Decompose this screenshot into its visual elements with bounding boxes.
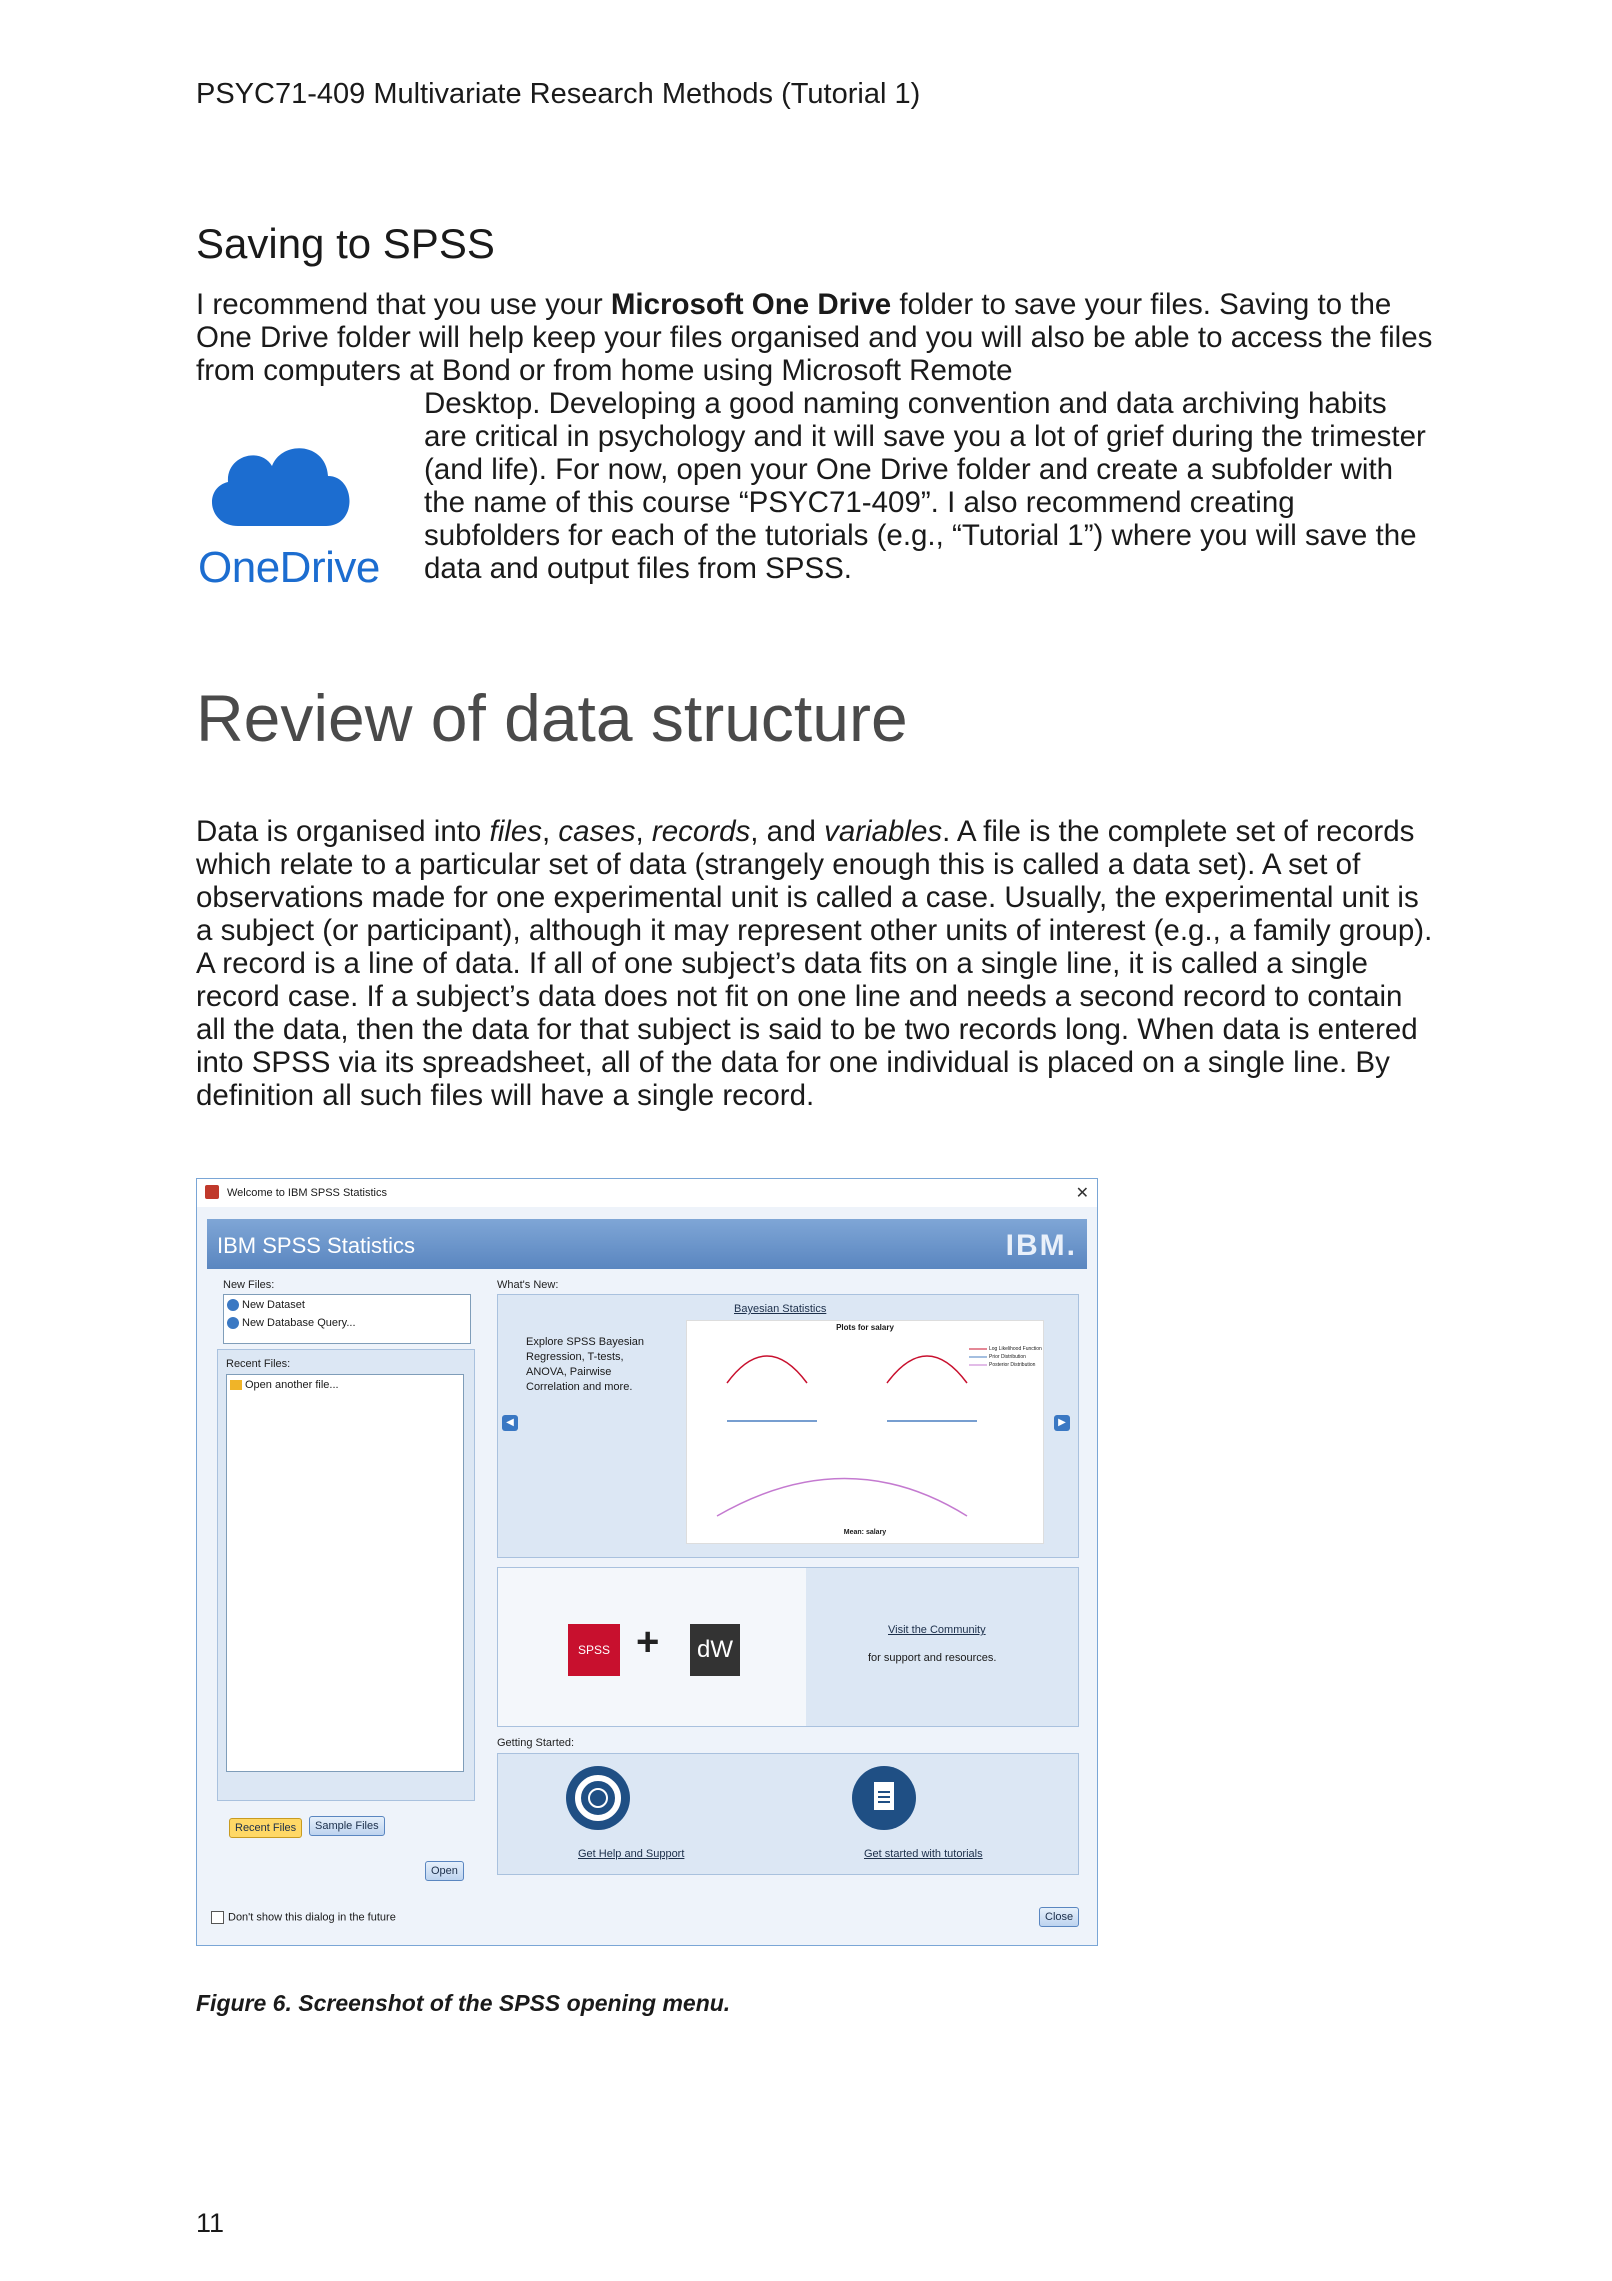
- banner-title: IBM SPSS Statistics: [217, 1233, 416, 1258]
- recent-files-list: [226, 1374, 464, 1772]
- spss-app-icon: [205, 1185, 219, 1199]
- log-likelihood-curve-left: [727, 1356, 807, 1383]
- next-arrow-icon[interactable]: ▶: [1054, 1415, 1070, 1431]
- getting-started-panel: [497, 1753, 1079, 1875]
- review-paragraph: Data is organised into files, cases, records, and variables. A file is the complete set of records which relate to a particular set of data (strangely enough this is called a data set). A set of observations made for one experimental unit is called a case. Usually, the experimental unit is a subject (or participant), although it may represent other units of interest (e.g., a family group). A record is a line of data. If all of one subject’s data fits on a single line, it is called a single record case. If a subject’s data does not fit on one line and needs a second record to contain all the data, then the data for that subject is said to be two records long. When data is entered into SPSS via its spreadsheet, all of the data for one individual is placed on a single line. By definition all such files will have a single record.: [196, 815, 1433, 1112]
- get-started-tutorials-link[interactable]: Get started with tutorials: [864, 1848, 983, 1860]
- dont-show-checkbox[interactable]: [211, 1911, 224, 1924]
- figure-caption: Figure 6. Screenshot of the SPSS opening menu.: [196, 1990, 731, 2016]
- help-lifebuoy-icon[interactable]: [566, 1766, 630, 1830]
- plot-title: Plots for salary: [836, 1323, 894, 1332]
- onedrive-logo-text: OneDrive: [198, 543, 380, 592]
- new-dataset-item[interactable]: New Dataset: [227, 1299, 305, 1311]
- whats-new-title-link[interactable]: Bayesian Statistics: [734, 1303, 827, 1315]
- recent-files-label: Recent Files:: [226, 1358, 291, 1370]
- dialog-title: Welcome to IBM SPSS Statistics: [227, 1187, 387, 1199]
- log-likelihood-curve-right: [887, 1356, 967, 1383]
- close-button[interactable]: Close: [1039, 1907, 1079, 1927]
- bayesian-plot-thumbnail: [686, 1320, 1044, 1544]
- legend-item: Posterior Distribution: [989, 1362, 1036, 1368]
- open-button[interactable]: Open: [425, 1861, 464, 1881]
- plus-icon: +: [636, 1620, 660, 1664]
- legend-item: Log Likelihood Function: [989, 1346, 1042, 1352]
- recent-files-panel: [217, 1349, 475, 1801]
- new-files-list: [223, 1294, 471, 1344]
- running-head: PSYC71-409 Multivariate Research Methods (Tutorial 1): [196, 78, 921, 110]
- previous-arrow-icon[interactable]: ◀: [502, 1415, 518, 1431]
- database-icon: [227, 1317, 239, 1329]
- dialog-banner: [207, 1219, 1087, 1269]
- spss-welcome-dialog: [196, 1178, 1098, 1946]
- tutorial-document-icon[interactable]: [852, 1766, 916, 1830]
- cloud-icon: [198, 426, 358, 536]
- folder-icon: [230, 1380, 242, 1390]
- community-description: for support and resources.: [868, 1652, 997, 1664]
- plot-legend: [989, 1345, 1042, 1369]
- developerworks-logo: dW: [690, 1624, 740, 1676]
- ibm-logo: IBM.: [1005, 1229, 1077, 1262]
- saving-paragraph: I recommend that you use your Microsoft One Drive folder to save your files. Saving to the One Drive folder will help keep your files organised and you will also be able to access the files from computers at Bond or from home using Microsoft Remote: [196, 288, 1433, 387]
- dataset-icon: [227, 1299, 239, 1311]
- page-number: 11: [196, 2208, 225, 2238]
- onedrive-logo: [198, 426, 392, 593]
- legend-item: Prior Distribution: [989, 1354, 1026, 1360]
- plot-x-label: Mean: salary: [843, 1529, 887, 1536]
- tab-sample-files[interactable]: Sample Files: [309, 1816, 385, 1836]
- dialog-titlebar: [197, 1179, 1097, 1207]
- getting-started-label: Getting Started:: [497, 1737, 575, 1749]
- saving-paragraph-continued: Desktop. Developing a good naming convention and data archiving habits are critical in psychology and it will save you a lot of grief during the trimester (and life). For now, open your One Drive folder and create a subfolder with the name of this course “PSYC71-409”. I also recommend creating subfolders for each of the tutorials (e.g., “Tutorial 1”) where you will save the data and output files from SPSS.: [424, 387, 1426, 585]
- posterior-curve: [717, 1479, 967, 1517]
- dont-show-option[interactable]: Don't show this dialog in the future: [211, 1911, 396, 1924]
- close-icon[interactable]: ✕: [1075, 1185, 1089, 1202]
- section-heading-saving: Saving to SPSS: [196, 220, 495, 267]
- whats-new-label: What's New:: [497, 1279, 559, 1291]
- spss-logo: SPSS: [568, 1624, 620, 1676]
- community-panel: [497, 1567, 1079, 1727]
- section-heading-review: Review of data structure: [196, 681, 908, 755]
- visit-community-link[interactable]: Visit the Community: [888, 1624, 986, 1636]
- new-db-query-item[interactable]: New Database Query...: [227, 1317, 356, 1329]
- whats-new-description: Explore SPSS Bayesian Regression, T-tests, ANOVA, Pairwise Correlation and more.: [526, 1336, 645, 1393]
- get-help-link[interactable]: Get Help and Support: [578, 1848, 685, 1860]
- open-another-file-item[interactable]: Open another file...: [230, 1379, 339, 1391]
- new-files-label: New Files:: [223, 1279, 275, 1291]
- tab-recent-files[interactable]: Recent Files: [229, 1818, 302, 1838]
